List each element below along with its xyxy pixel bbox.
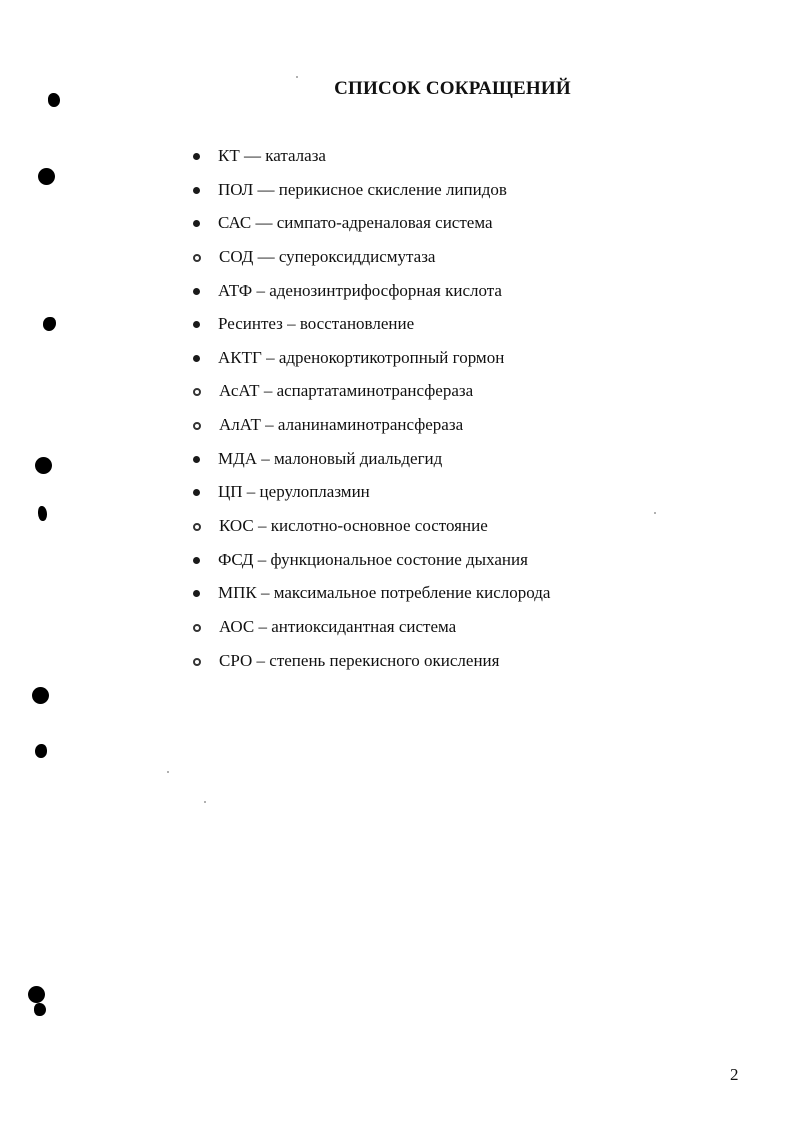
abbreviation-text: АсАТ – аспартатаминотрансфераза bbox=[219, 381, 474, 401]
list-item bbox=[193, 614, 550, 648]
bullet-icon bbox=[193, 456, 200, 463]
abbreviation-text: КТ — каталаза bbox=[218, 146, 326, 165]
scan-speck bbox=[204, 801, 206, 803]
list-item bbox=[193, 648, 550, 682]
abbreviation-text: АлАТ – аланинаминотрансфераза bbox=[219, 415, 464, 435]
bullet-icon bbox=[193, 355, 200, 362]
list-item bbox=[193, 244, 550, 278]
bullet-icon bbox=[193, 557, 200, 564]
bullet-icon bbox=[193, 489, 200, 496]
abbreviation-text: ФСД – функциональное состоние дыхания bbox=[218, 549, 528, 569]
bullet-icon bbox=[193, 590, 200, 597]
bullet-icon bbox=[193, 523, 201, 531]
bullet-icon bbox=[193, 388, 201, 396]
punch-hole-mark bbox=[38, 506, 47, 521]
abbreviation-text: САС — симпато-адреналовая система bbox=[218, 213, 493, 233]
abbreviation-text: КОС – кислотно-основное состояние bbox=[219, 516, 488, 536]
abbreviation-text: АКТГ – адренокортикотропный гормон bbox=[218, 347, 505, 367]
abbreviation-text: Ресинтез – восстановление bbox=[218, 314, 415, 334]
punch-hole-mark bbox=[34, 1003, 46, 1016]
abbreviation-text: ЦП – церулоплазмин bbox=[218, 482, 370, 502]
list-item bbox=[193, 177, 550, 211]
list-item bbox=[193, 479, 550, 513]
punch-hole bbox=[38, 168, 55, 185]
scan-speck bbox=[654, 512, 656, 514]
list-item bbox=[193, 547, 550, 581]
punch-hole bbox=[28, 986, 45, 1003]
list-item bbox=[193, 345, 550, 379]
abbreviation-text: АТФ – аденозинтрифосфорная кислота bbox=[218, 280, 502, 300]
bullet-icon bbox=[193, 658, 201, 666]
punch-hole bbox=[32, 687, 49, 704]
punch-hole-mark bbox=[35, 744, 47, 758]
list-item bbox=[193, 210, 550, 244]
bullet-icon bbox=[193, 624, 201, 632]
abbreviation-text: ПОЛ — перикисное скисление липидов bbox=[218, 179, 507, 199]
page-number: 2 bbox=[730, 1065, 739, 1084]
bullet-icon bbox=[193, 422, 201, 430]
abbreviation-text: СРО – степень перекисного окисления bbox=[219, 650, 500, 670]
scan-speck bbox=[167, 771, 169, 773]
abbreviation-text: АОС – антиоксидантная система bbox=[219, 616, 457, 636]
abbreviation-text: СОД — супероксиддисмутаза bbox=[219, 246, 436, 266]
list-item bbox=[193, 513, 550, 547]
punch-hole-mark bbox=[43, 317, 56, 331]
list-item bbox=[193, 311, 550, 345]
bullet-icon bbox=[193, 187, 200, 194]
bullet-icon bbox=[193, 220, 200, 227]
list-item bbox=[193, 412, 550, 446]
page-title: СПИСОК СОКРАЩЕНИЙ bbox=[334, 78, 571, 99]
punch-hole bbox=[35, 457, 52, 474]
list-item bbox=[193, 278, 550, 312]
abbreviation-text: МПК – максимальное потребление кислорода bbox=[218, 583, 551, 603]
list-item bbox=[193, 446, 550, 480]
abbreviation-list bbox=[193, 143, 550, 681]
list-item bbox=[193, 378, 550, 412]
abbreviation-text: МДА – малоновый диальдегид bbox=[218, 448, 443, 468]
list-item bbox=[193, 580, 550, 614]
bullet-icon bbox=[193, 321, 200, 328]
bullet-icon bbox=[193, 254, 201, 262]
list-item bbox=[193, 143, 550, 177]
bullet-icon bbox=[193, 288, 200, 295]
bullet-icon bbox=[193, 153, 200, 160]
